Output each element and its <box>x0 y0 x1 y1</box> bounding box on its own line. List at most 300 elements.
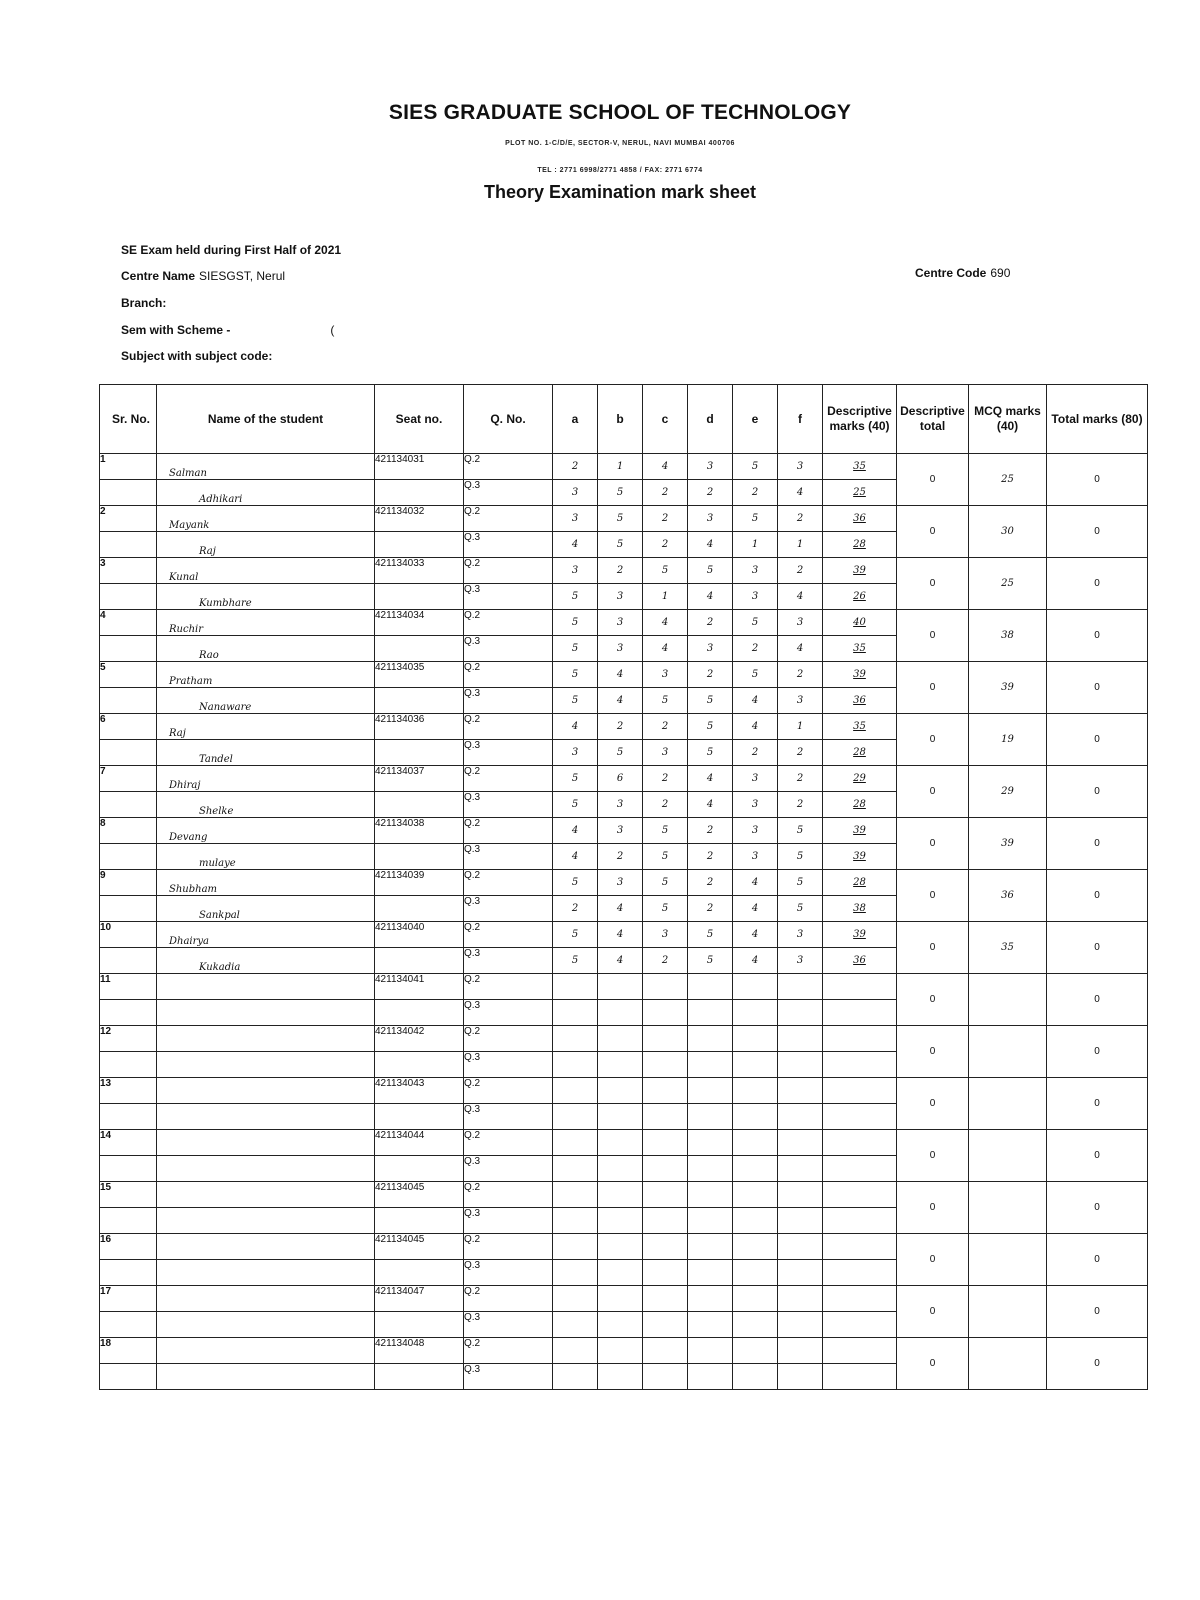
mark-c: 3 <box>643 922 688 948</box>
exam-line: SE Exam held during First Half of 2021 <box>121 243 342 257</box>
total-marks: 0 <box>1047 610 1148 662</box>
q-no: Q.3 <box>464 532 553 558</box>
mark-b: 5 <box>598 532 643 558</box>
seat-no: 421134045 <box>375 1234 464 1260</box>
mark-a <box>553 1026 598 1052</box>
mark-e: 3 <box>733 818 778 844</box>
mcq-marks: 39 <box>969 662 1047 714</box>
mark-a <box>553 1078 598 1104</box>
sr-no: 14 <box>100 1130 157 1156</box>
mark-c <box>643 1078 688 1104</box>
descriptive-marks <box>823 1104 897 1130</box>
mark-c: 2 <box>643 532 688 558</box>
mark-e <box>733 1208 778 1234</box>
descriptive-total: 0 <box>897 1130 969 1182</box>
mark-b: 1 <box>598 454 643 480</box>
seat-no-cont <box>375 636 464 662</box>
seat-no-cont <box>375 480 464 506</box>
q-no: Q.2 <box>464 974 553 1000</box>
branch-line: Branch: <box>121 296 167 310</box>
mark-b <box>598 1338 643 1364</box>
sr-no: 9 <box>100 870 157 896</box>
mark-d <box>688 1260 733 1286</box>
mark-a: 5 <box>553 610 598 636</box>
descriptive-total: 0 <box>897 766 969 818</box>
descriptive-marks <box>823 1052 897 1078</box>
col-name: Name of the student <box>157 385 375 454</box>
mark-e <box>733 1286 778 1312</box>
mark-e: 4 <box>733 922 778 948</box>
descriptive-marks: 39 <box>823 558 897 584</box>
q-no: Q.3 <box>464 636 553 662</box>
col-b: b <box>598 385 643 454</box>
total-marks: 0 <box>1047 1130 1148 1182</box>
q-no: Q.2 <box>464 1234 553 1260</box>
q-no: Q.3 <box>464 948 553 974</box>
mark-b: 3 <box>598 792 643 818</box>
mcq-marks <box>969 1130 1047 1182</box>
mark-b: 3 <box>598 818 643 844</box>
mark-b <box>598 1286 643 1312</box>
q-no: Q.3 <box>464 1208 553 1234</box>
mark-a <box>553 1130 598 1156</box>
q-no: Q.2 <box>464 714 553 740</box>
descriptive-marks: 36 <box>823 948 897 974</box>
mark-a <box>553 1208 598 1234</box>
mark-a: 2 <box>553 454 598 480</box>
mark-d: 2 <box>688 610 733 636</box>
total-marks: 0 <box>1047 1286 1148 1338</box>
sr-no: 11 <box>100 974 157 1000</box>
mark-f <box>778 1182 823 1208</box>
mark-b: 4 <box>598 896 643 922</box>
mark-c <box>643 1208 688 1234</box>
total-marks: 0 <box>1047 1182 1148 1234</box>
mark-f: 3 <box>778 454 823 480</box>
mark-d <box>688 1234 733 1260</box>
table-row <box>100 1234 1148 1260</box>
mcq-marks <box>969 974 1047 1026</box>
mark-a <box>553 1338 598 1364</box>
mcq-marks <box>969 1078 1047 1130</box>
col-desc-marks: Descriptive marks (40) <box>823 385 897 454</box>
mcq-marks: 35 <box>969 922 1047 974</box>
mark-e <box>733 1130 778 1156</box>
mark-d: 4 <box>688 766 733 792</box>
mark-d: 3 <box>688 636 733 662</box>
centre-name-value: SIESGST, Nerul <box>199 269 286 283</box>
mcq-marks <box>969 1338 1047 1390</box>
mark-b <box>598 1026 643 1052</box>
descriptive-total: 0 <box>897 922 969 974</box>
mark-a: 5 <box>553 948 598 974</box>
mark-b <box>598 1156 643 1182</box>
student-last-name: Tandel <box>157 740 375 766</box>
mark-f <box>778 1052 823 1078</box>
mark-f <box>778 1130 823 1156</box>
student-last-name <box>157 1104 375 1130</box>
descriptive-marks <box>823 1078 897 1104</box>
student-last-name: Nanaware <box>157 688 375 714</box>
mark-c: 5 <box>643 844 688 870</box>
total-marks: 0 <box>1047 1234 1148 1286</box>
mark-f: 2 <box>778 506 823 532</box>
student-first-name: Pratham <box>157 662 375 688</box>
sr-no: 8 <box>100 818 157 844</box>
mark-e: 5 <box>733 610 778 636</box>
student-first-name: Mayank <box>157 506 375 532</box>
mark-d: 2 <box>688 818 733 844</box>
mark-a: 3 <box>553 740 598 766</box>
descriptive-marks: 39 <box>823 818 897 844</box>
sr-no: 3 <box>100 558 157 584</box>
mark-f <box>778 1104 823 1130</box>
descriptive-total: 0 <box>897 506 969 558</box>
student-first-name <box>157 1130 375 1156</box>
sr-no: 16 <box>100 1234 157 1260</box>
student-last-name: Kukadia <box>157 948 375 974</box>
mark-f: 1 <box>778 532 823 558</box>
mark-a: 5 <box>553 766 598 792</box>
mark-a: 5 <box>553 870 598 896</box>
sr-no-cont <box>100 1260 157 1286</box>
student-last-name: mulaye <box>157 844 375 870</box>
mark-d <box>688 974 733 1000</box>
mark-e: 2 <box>733 636 778 662</box>
mark-a: 4 <box>553 532 598 558</box>
descriptive-total: 0 <box>897 1026 969 1078</box>
mark-d: 5 <box>688 948 733 974</box>
descriptive-total: 0 <box>897 974 969 1026</box>
total-marks: 0 <box>1047 714 1148 766</box>
seat-no-cont <box>375 740 464 766</box>
col-d: d <box>688 385 733 454</box>
sem-line <box>121 323 334 337</box>
mark-b: 2 <box>598 844 643 870</box>
mark-d <box>688 1182 733 1208</box>
mark-f <box>778 1000 823 1026</box>
student-last-name <box>157 1000 375 1026</box>
descriptive-marks <box>823 1234 897 1260</box>
student-first-name: Ruchir <box>157 610 375 636</box>
mark-d: 4 <box>688 532 733 558</box>
descriptive-total: 0 <box>897 714 969 766</box>
seat-no-cont <box>375 896 464 922</box>
descriptive-total: 0 <box>897 870 969 922</box>
mark-c: 2 <box>643 766 688 792</box>
q-no: Q.3 <box>464 792 553 818</box>
subject-line: Subject with subject code: <box>121 349 273 363</box>
table-row <box>100 922 1148 948</box>
table-row <box>100 1286 1148 1312</box>
q-no: Q.2 <box>464 1078 553 1104</box>
mark-b: 3 <box>598 584 643 610</box>
mark-d <box>688 1052 733 1078</box>
descriptive-marks: 25 <box>823 480 897 506</box>
mark-c <box>643 1286 688 1312</box>
sem-value: ( <box>330 323 335 337</box>
descriptive-marks <box>823 1312 897 1338</box>
mark-d: 2 <box>688 662 733 688</box>
descriptive-marks <box>823 1364 897 1390</box>
mark-d: 5 <box>688 714 733 740</box>
seat-no-cont <box>375 1312 464 1338</box>
table-row <box>100 662 1148 688</box>
total-marks: 0 <box>1047 1026 1148 1078</box>
col-sr: Sr. No. <box>100 385 157 454</box>
sr-no-cont <box>100 688 157 714</box>
mark-d: 4 <box>688 792 733 818</box>
mark-a: 5 <box>553 662 598 688</box>
descriptive-marks <box>823 1000 897 1026</box>
centre-code-value: 690 <box>990 266 1011 280</box>
descriptive-total: 0 <box>897 1286 969 1338</box>
mark-b <box>598 1260 643 1286</box>
student-first-name: Shubham <box>157 870 375 896</box>
mark-c <box>643 1260 688 1286</box>
mark-d: 2 <box>688 896 733 922</box>
mark-f: 2 <box>778 792 823 818</box>
q-no: Q.3 <box>464 480 553 506</box>
mark-f <box>778 1312 823 1338</box>
seat-no: 421134043 <box>375 1078 464 1104</box>
centre-name-label: Centre Name <box>121 269 196 283</box>
descriptive-marks: 40 <box>823 610 897 636</box>
descriptive-total: 0 <box>897 1182 969 1234</box>
col-seat: Seat no. <box>375 385 464 454</box>
descriptive-marks: 39 <box>823 922 897 948</box>
marks-table <box>99 384 1148 1390</box>
mcq-marks: 25 <box>969 558 1047 610</box>
mark-b: 2 <box>598 558 643 584</box>
table-row <box>100 766 1148 792</box>
mark-f <box>778 1156 823 1182</box>
sr-no: 7 <box>100 766 157 792</box>
mark-c: 2 <box>643 506 688 532</box>
mcq-marks: 25 <box>969 454 1047 506</box>
mark-a <box>553 1182 598 1208</box>
mark-f: 3 <box>778 688 823 714</box>
descriptive-marks <box>823 974 897 1000</box>
mark-f <box>778 1078 823 1104</box>
seat-no-cont <box>375 1000 464 1026</box>
mark-a: 5 <box>553 688 598 714</box>
mcq-marks: 19 <box>969 714 1047 766</box>
seat-no: 421134032 <box>375 506 464 532</box>
mark-e: 4 <box>733 714 778 740</box>
mark-e: 4 <box>733 896 778 922</box>
mcq-marks: 30 <box>969 506 1047 558</box>
q-no: Q.3 <box>464 688 553 714</box>
mark-e: 1 <box>733 532 778 558</box>
mark-c: 2 <box>643 948 688 974</box>
mark-c <box>643 1182 688 1208</box>
mark-c <box>643 1026 688 1052</box>
mark-c: 2 <box>643 714 688 740</box>
mark-f: 2 <box>778 766 823 792</box>
mark-f <box>778 1208 823 1234</box>
mark-e <box>733 1338 778 1364</box>
mark-c: 4 <box>643 610 688 636</box>
seat-no-cont <box>375 1156 464 1182</box>
mark-d <box>688 1026 733 1052</box>
student-first-name: Dhiraj <box>157 766 375 792</box>
mark-c <box>643 1052 688 1078</box>
mark-e: 5 <box>733 662 778 688</box>
mark-d <box>688 1338 733 1364</box>
total-marks: 0 <box>1047 1078 1148 1130</box>
student-first-name: Kunal <box>157 558 375 584</box>
mark-b: 3 <box>598 610 643 636</box>
descriptive-marks: 35 <box>823 454 897 480</box>
mark-d: 3 <box>688 454 733 480</box>
mark-a <box>553 1104 598 1130</box>
sr-no: 17 <box>100 1286 157 1312</box>
descriptive-marks <box>823 1156 897 1182</box>
table-row <box>100 1182 1148 1208</box>
mark-c <box>643 1338 688 1364</box>
col-total: Total marks (80) <box>1047 385 1148 454</box>
mark-a <box>553 1000 598 1026</box>
mark-b: 5 <box>598 740 643 766</box>
mark-c <box>643 1156 688 1182</box>
seat-no: 421134042 <box>375 1026 464 1052</box>
seat-no-cont <box>375 1104 464 1130</box>
table-row <box>100 454 1148 480</box>
mark-f: 5 <box>778 818 823 844</box>
sr-no-cont <box>100 480 157 506</box>
mark-e: 3 <box>733 558 778 584</box>
student-last-name <box>157 1312 375 1338</box>
mark-f: 2 <box>778 662 823 688</box>
descriptive-marks: 28 <box>823 532 897 558</box>
sr-no: 2 <box>100 506 157 532</box>
mark-d <box>688 1000 733 1026</box>
table-row <box>100 974 1148 1000</box>
mark-b <box>598 1234 643 1260</box>
mark-f: 3 <box>778 610 823 636</box>
descriptive-marks: 39 <box>823 662 897 688</box>
student-first-name <box>157 1182 375 1208</box>
mark-b: 5 <box>598 506 643 532</box>
sr-no: 18 <box>100 1338 157 1364</box>
q-no: Q.2 <box>464 610 553 636</box>
mark-b <box>598 1104 643 1130</box>
q-no: Q.2 <box>464 506 553 532</box>
seat-no: 421134035 <box>375 662 464 688</box>
table-row <box>100 506 1148 532</box>
mark-c: 2 <box>643 480 688 506</box>
q-no: Q.3 <box>464 1000 553 1026</box>
total-marks: 0 <box>1047 974 1148 1026</box>
mark-a <box>553 1052 598 1078</box>
sr-no-cont <box>100 740 157 766</box>
seat-no: 421134048 <box>375 1338 464 1364</box>
seat-no: 421134039 <box>375 870 464 896</box>
q-no: Q.3 <box>464 1052 553 1078</box>
mark-e <box>733 1182 778 1208</box>
seat-no: 421134047 <box>375 1286 464 1312</box>
mark-f <box>778 974 823 1000</box>
sr-no-cont <box>100 792 157 818</box>
mark-a: 4 <box>553 714 598 740</box>
mark-a <box>553 1286 598 1312</box>
student-first-name <box>157 1338 375 1364</box>
mark-b <box>598 1130 643 1156</box>
q-no: Q.3 <box>464 1364 553 1390</box>
descriptive-marks: 36 <box>823 506 897 532</box>
mark-c <box>643 1364 688 1390</box>
sr-no: 13 <box>100 1078 157 1104</box>
seat-no: 421134037 <box>375 766 464 792</box>
mark-f <box>778 1364 823 1390</box>
seat-no: 421134031 <box>375 454 464 480</box>
mark-a: 4 <box>553 818 598 844</box>
student-first-name: Raj <box>157 714 375 740</box>
mark-c <box>643 1312 688 1338</box>
mark-e: 3 <box>733 844 778 870</box>
student-last-name: Rao <box>157 636 375 662</box>
student-last-name <box>157 1260 375 1286</box>
mark-b: 3 <box>598 870 643 896</box>
descriptive-marks: 29 <box>823 766 897 792</box>
mark-a: 3 <box>553 558 598 584</box>
table-row <box>100 558 1148 584</box>
student-first-name <box>157 1286 375 1312</box>
student-last-name: Sankpal <box>157 896 375 922</box>
mark-c <box>643 1234 688 1260</box>
mark-b: 4 <box>598 688 643 714</box>
descriptive-total: 0 <box>897 610 969 662</box>
mark-f: 3 <box>778 922 823 948</box>
sr-no-cont <box>100 1156 157 1182</box>
mark-b <box>598 1000 643 1026</box>
mark-e: 5 <box>733 454 778 480</box>
mark-b: 4 <box>598 922 643 948</box>
descriptive-marks: 28 <box>823 740 897 766</box>
mcq-marks: 39 <box>969 818 1047 870</box>
seat-no-cont <box>375 1260 464 1286</box>
seat-no: 421134033 <box>375 558 464 584</box>
mark-b <box>598 1312 643 1338</box>
q-no: Q.2 <box>464 922 553 948</box>
student-last-name: Shelke <box>157 792 375 818</box>
sr-no: 1 <box>100 454 157 480</box>
total-marks: 0 <box>1047 1338 1148 1390</box>
mark-a <box>553 1364 598 1390</box>
sr-no-cont <box>100 1052 157 1078</box>
q-no: Q.2 <box>464 558 553 584</box>
descriptive-marks: 35 <box>823 636 897 662</box>
seat-no-cont <box>375 1208 464 1234</box>
mark-c <box>643 1000 688 1026</box>
q-no: Q.2 <box>464 454 553 480</box>
mark-c: 4 <box>643 636 688 662</box>
table-row <box>100 870 1148 896</box>
mark-e: 3 <box>733 584 778 610</box>
q-no: Q.3 <box>464 1156 553 1182</box>
centre-name-line <box>121 269 285 283</box>
mark-e: 2 <box>733 480 778 506</box>
student-first-name: Salman <box>157 454 375 480</box>
student-last-name: Adhikari <box>157 480 375 506</box>
mark-c: 5 <box>643 896 688 922</box>
descriptive-marks: 38 <box>823 896 897 922</box>
col-c: c <box>643 385 688 454</box>
mark-f: 4 <box>778 480 823 506</box>
descriptive-total: 0 <box>897 662 969 714</box>
sr-no-cont <box>100 896 157 922</box>
